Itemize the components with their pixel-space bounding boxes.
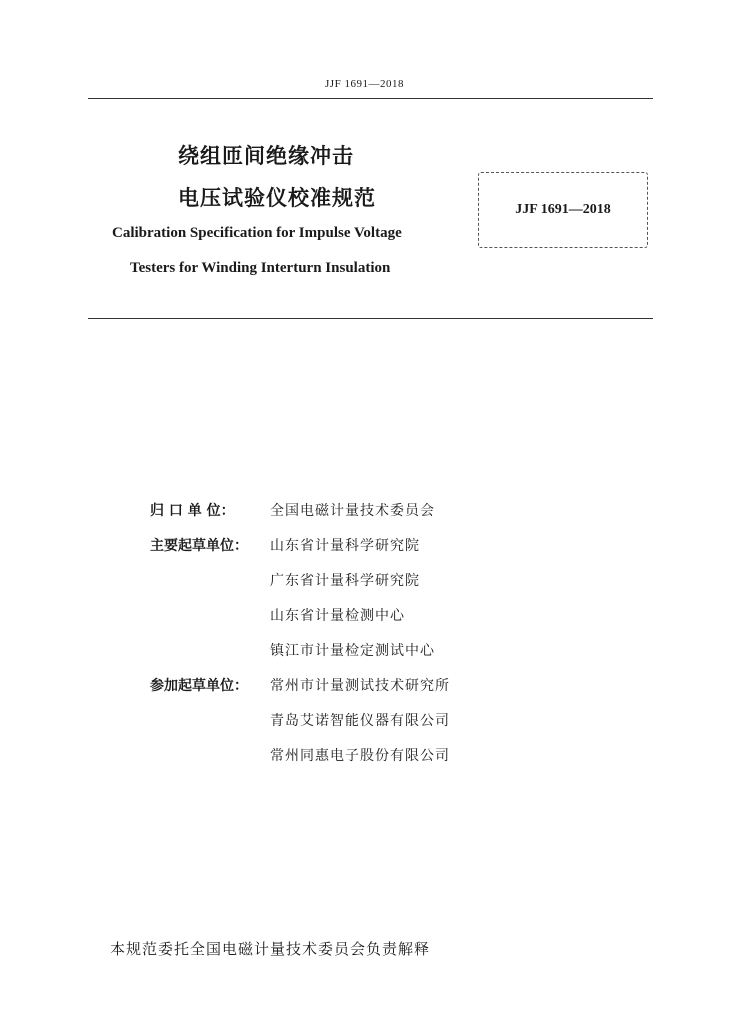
main-drafter: 山东省计量检测中心	[270, 608, 405, 624]
title-en-line1: Calibration Specification for Impulse Voltage	[112, 225, 402, 241]
participating-drafter: 常州同惠电子股份有限公司	[270, 748, 450, 764]
info-row	[150, 500, 450, 535]
title-en-line2: Testers for Winding Interturn Insulation	[130, 260, 391, 276]
info-row	[150, 745, 450, 780]
info-row	[150, 570, 450, 605]
footer-note: 本规范委托全国电磁计量技术委员会负责解释	[110, 940, 431, 958]
main-drafters-label: 主要起草单位：	[150, 538, 248, 554]
title-cn-line1: 绕组匝间绝缘冲击	[178, 144, 354, 168]
info-row	[150, 710, 450, 745]
info-row	[150, 640, 450, 675]
responsible-label: 归 口 单 位：	[150, 503, 235, 519]
title-rule	[88, 318, 653, 319]
info-block	[150, 500, 450, 780]
code-box-text: JJF 1691—2018	[515, 202, 611, 217]
responsible-value: 全国电磁计量技术委员会	[270, 503, 435, 519]
main-drafter: 广东省计量科学研究院	[270, 573, 420, 589]
participating-drafter: 青岛艾诺智能仪器有限公司	[270, 713, 450, 729]
info-row	[150, 605, 450, 640]
main-drafter: 镇江市计量检定测试中心	[270, 643, 435, 659]
code-box	[478, 172, 648, 248]
header-code: JJF 1691—2018	[325, 78, 404, 90]
participating-label: 参加起草单位：	[150, 678, 248, 694]
info-row	[150, 535, 450, 570]
main-drafter: 山东省计量科学研究院	[270, 538, 420, 554]
title-cn-line2: 电压试验仪校准规范	[178, 186, 376, 210]
info-row	[150, 675, 450, 710]
header-rule	[88, 98, 653, 99]
participating-drafter: 常州市计量测试技术研究所	[270, 678, 450, 694]
